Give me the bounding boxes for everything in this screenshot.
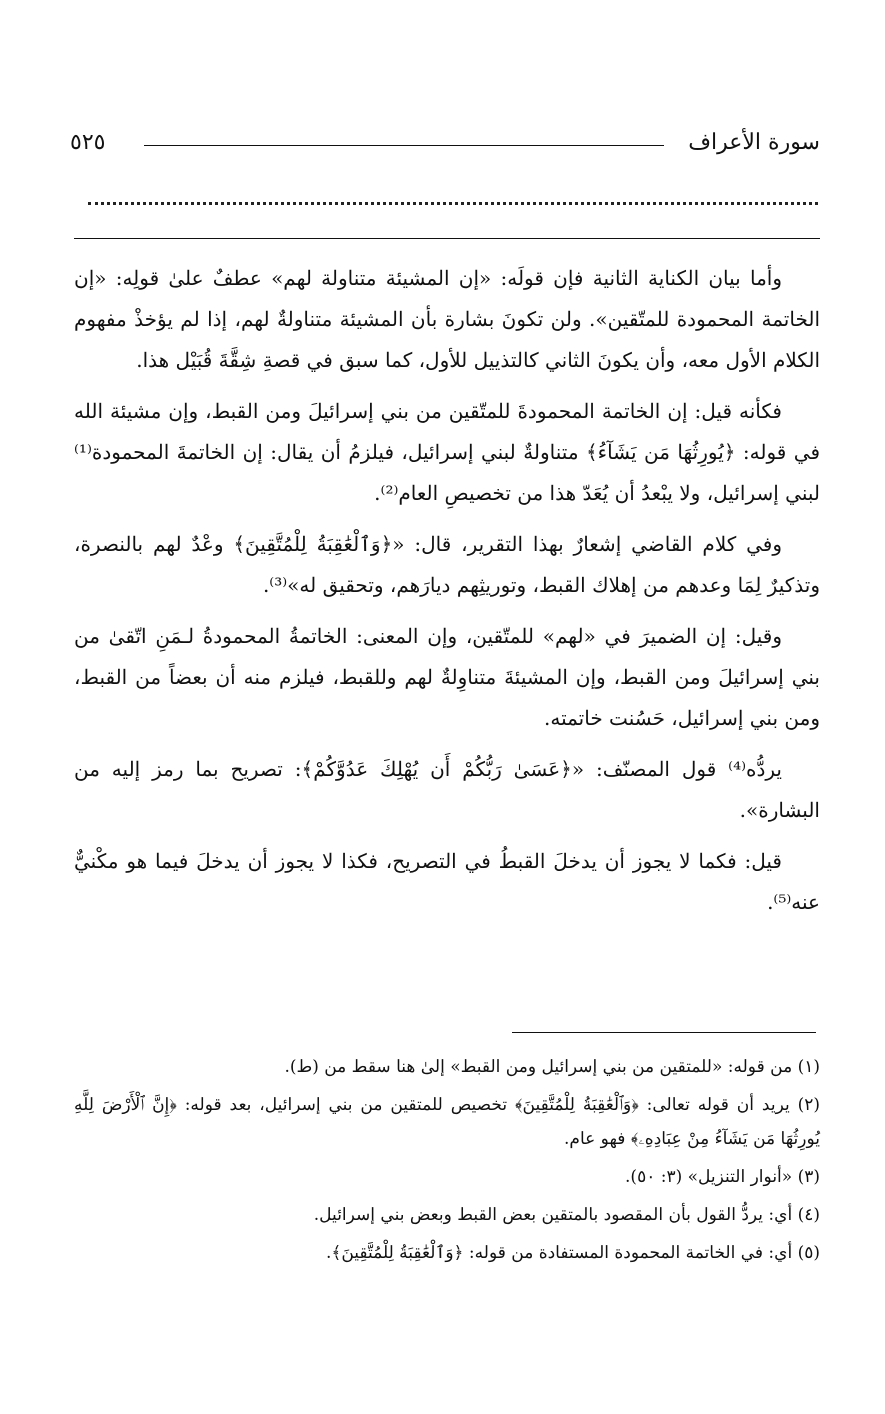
footnotes: [74, 1050, 820, 1270]
paragraph: قيل: فكما لا يجوز أن يدخلَ القبطُ في التصريح، فكذا لا يجوز أن يدخلَ فيما هو مكْنيٌّ عنه⁽⁵⁾.: [74, 849, 820, 914]
paragraph: وفي كلام القاضي إشعارٌ بهذا التقرير، قال: «﴿وَٱلْعَٰقِبَةُ لِلْمُتَّقِينَ﴾ وعْدٌ لهم بالنصرة، وتذكيرٌ لِمَا وعدهم من إهلاك القبط، وتوريثِهم ديارَهم، وتحقيق له»⁽³⁾.: [74, 532, 820, 597]
header-rule: [74, 238, 820, 239]
dotted-separator: [88, 202, 818, 205]
footnote: (٤) أي: يردُّ القول بأن المقصود بالمتقين بعض القبط وبعض بني إسرائيل.: [313, 1205, 820, 1225]
header-line: [144, 145, 664, 146]
paragraph: يردُّه⁽⁴⁾ قول المصنّف: «﴿عَسَىٰ رَبُّكُمْ أَن يُهْلِكَ عَدُوَّكُمْ﴾: تصريح بما رمز إليه من البشارة».: [74, 757, 820, 822]
footnote: (٥) أي: في الخاتمة المحمودة المستفادة من قوله: ﴿وَٱلْعَٰقِبَةُ لِلْمُتَّقِينَ﴾.: [325, 1243, 820, 1263]
paragraph: وقيل: إن الضميرَ في «لهم» للمتّقين، وإن المعنى: الخاتمةُ المحمودةُ لـمَنِ اتّقىٰ من بني إسرائيلَ ومن القبط، وإن المشيئةَ متناوِلةٌ لهم وللقبط، فيلزم منه أن بعضاً من القبط، ومن بني إسرائيل، حَسُنت خاتمته.: [74, 624, 820, 730]
footnote-separator: [512, 1032, 816, 1033]
page-number: ٥٢٥: [70, 130, 106, 155]
main-text: [74, 258, 820, 923]
footnote: (٢) يريد أن قوله تعالى: ﴿وَٱلْعَٰقِبَةُ لِلْمُتَّقِينَ﴾ تخصيص للمتقين من بني إسرائيل، بعد قوله: ﴿إِنَّ ٱلْأَرْضَ لِلَّهِ يُورِثُهَا مَن يَشَآءُ مِنْ عِبَادِهِۦ﴾ فهو عام.: [74, 1095, 820, 1149]
surah-title: سورة الأعراف: [688, 130, 820, 155]
paragraph: فكأنه قيل: إن الخاتمة المحمودةَ للمتّقين من بني إسرائيلَ ومن القبط، وإن مشيئة الله في قوله: ﴿يُورِثُهَا مَن يَشَآءُ﴾ متناولةٌ لبني إسرائيل، فيلزمُ أن يقال: إن الخاتمةَ المحمودة⁽¹⁾ لبني إسرائيل، ولا يبْعدُ أن يُعَدّ هذا من تخصيصِ العام⁽²⁾.: [74, 399, 820, 505]
paragraph: وأما بيان الكناية الثانية فإن قولَه: «إن المشيئة متناولة لهم» عطفٌ علىٰ قولِه: «إن الخاتمة المحمودة للمتّقين». ولن تكونَ بشارة بأن المشيئة متناولةٌ لهم، إذا لم يؤخذْ مفهوم الكلام الأول معه، وأن يكونَ الثاني كالتذييل للأول، كما سبق في قصةِ شِقَّةَ قُبَيْل هذا.: [74, 266, 820, 372]
running-header: [60, 128, 820, 162]
footnote: (٣) «أنوار التنزيل» (٣: ٥٠).: [625, 1167, 820, 1187]
footnote: (١) من قوله: «للمتقين من بني إسرائيل ومن القبط» إلىٰ هنا سقط من (ط).: [284, 1057, 820, 1077]
